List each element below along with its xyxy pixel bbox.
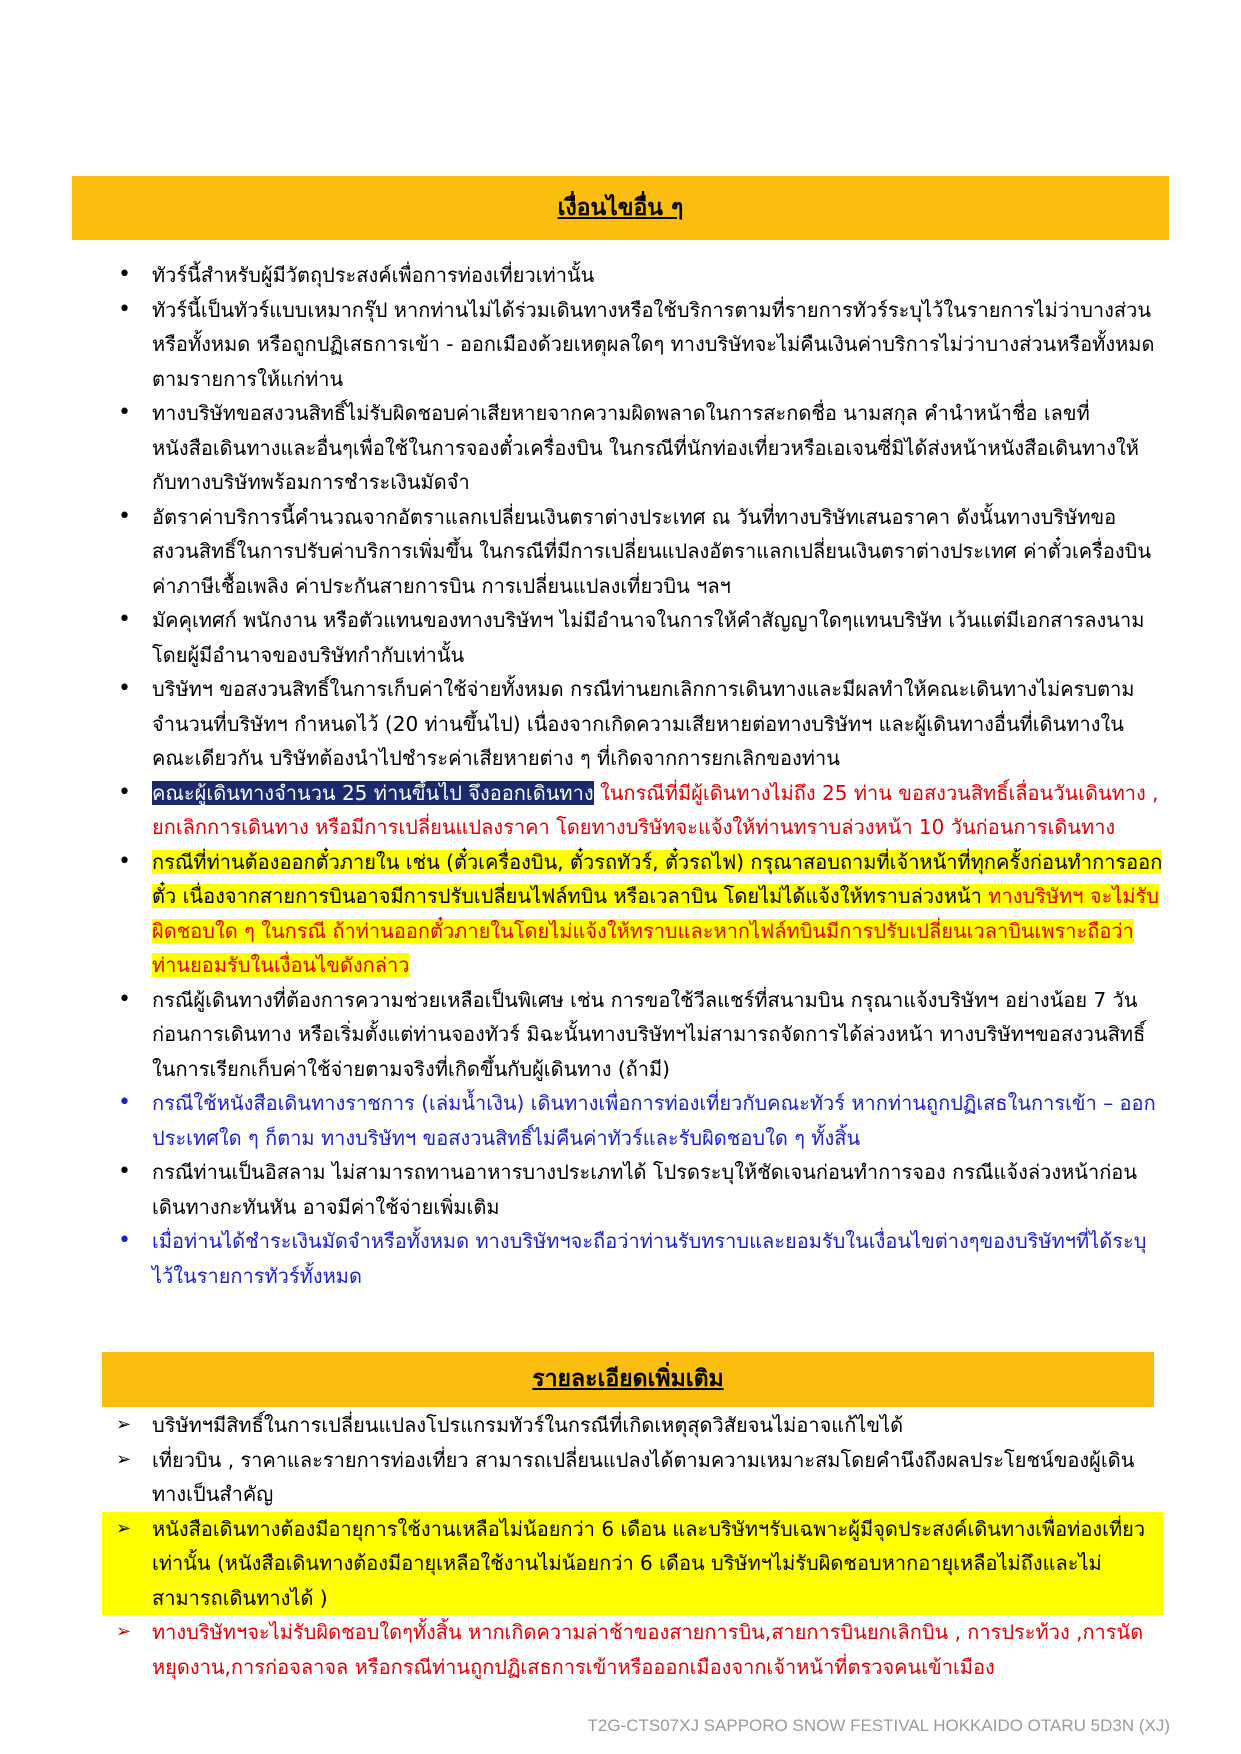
- list-item-text: บริษัทฯ ขอสงวนสิทธิ์ในการเก็บค่าใช้จ่ายทั้งหมด กรณีท่านยกเลิกการเดินทางและมีผลทำให้คณะเดินทางไม่ครบตามจำนวนที่บริษัทฯ กำหนดไว้ (20 ท่านขึ้นไป) เนื่องจากเกิดความเสียหายต่อทางบริษัทฯ และผู้เดินทางอื่นที่เดินทางในคณะเดียวกัน บริษัทต้องนำไปชำระค่าเสียหายต่าง ๆ ที่เกิดจากการยกเลิกของท่าน: [152, 677, 1135, 770]
- section-title-other-conditions: เงื่อนไขอื่น ๆ: [72, 176, 1169, 240]
- bullet-icon: •: [118, 262, 131, 287]
- list-item: [102, 1512, 1163, 1616]
- bullet-icon: •: [118, 848, 131, 874]
- list-item-text: เมื่อท่านได้ชำระเงินมัดจำหรือทั้งหมด ทางบริษัทฯจะถือว่าท่านรับทราบและยอมรับในเงื่อนไขต่างๆของบริษัทฯที่ได้ระบุไว้ในรายการทัวร์ทั้งหมด: [152, 1229, 1147, 1288]
- list-item-text: มัคคุเทศก์ พนักงาน หรือตัวแทนของทางบริษัทฯ ไม่มีอำนาจในการให้คำสัญญาใดๆแทนบริษัท เว้นแต่มีเอกสารลงนามโดยผู้มีอำนาจของบริษัทกำกับเท่านั้น: [152, 608, 1145, 667]
- details-list: [0, 1408, 1241, 1684]
- list-item: [0, 1086, 1163, 1155]
- list-item: [0, 603, 1163, 672]
- list-item: [0, 1443, 1163, 1512]
- list-item-text: กรณีท่านเป็นอิสลาม ไม่สามารถทานอาหารบางประเภทได้ โปรดระบุให้ชัดเจนก่อนทำการจอง กรณีแจ้งล่วงหน้าก่อนเดินทางกะทันหัน อาจมีค่าใช้จ่ายเพิ่มเติม: [152, 1160, 1137, 1219]
- list-item: [0, 1408, 1163, 1443]
- list-item: [0, 776, 1163, 845]
- footer-tour-code: T2G-CTS07XJ SAPPORO SNOW FESTIVAL HOKKAIDO OTARU 5D3N (XJ): [587, 1716, 1170, 1735]
- list-item: [0, 1615, 1163, 1684]
- bullet-icon: •: [118, 779, 131, 805]
- bullet-icon: •: [118, 1228, 131, 1253]
- bullet-icon: •: [118, 986, 131, 1012]
- bullet-icon: •: [118, 607, 131, 632]
- bullet-icon: •: [118, 503, 131, 529]
- list-item-text: อัตราค่าบริการนี้คำนวณจากอัตราแลกเปลี่ยนเงินตราต่างประเทศ ณ วันที่ทางบริษัทเสนอราคา ดังนั้นทางบริษัทขอสงวนสิทธิ์ในการปรับค่าบริการเพิ่มขึ้น ในกรณีที่มีการเปลี่ยนแปลงอัตราแลกเปลี่ยนเงินตราต่างประเทศ ค่าตั๋วเครื่องบิน ค่าภาษีเชื้อเพลิง ค่าประกันสายการบิน การเปลี่ยนแปลงเที่ยวบิน ฯลฯ: [152, 504, 1152, 598]
- bullet-icon: •: [118, 1159, 131, 1184]
- arrow-bullet-icon: ➢: [116, 1517, 132, 1539]
- list-item: [0, 396, 1163, 500]
- list-item: [0, 1224, 1163, 1293]
- list-item-text: ทางบริษัทขอสงวนสิทธิ์ไม่รับผิดชอบค่าเสียหายจากความผิดพลาดในการสะกดชื่อ นามสกุล คำนำหน้าชื่อ เลขที่หนังสือเดินทางและอื่นๆเพื่อใช้ในการจองตั๋วเครื่องบิน ในกรณีที่นักท่องเที่ยวหรือเอเจนซี่มิได้ส่งหน้าหนังสือเดินทางให้กับทางบริษัทพร้อมการชำระเงินมัดจำ: [152, 401, 1139, 494]
- bullet-icon: •: [118, 676, 131, 701]
- bullet-icon: •: [118, 296, 131, 322]
- list-item: [0, 293, 1163, 397]
- list-item-text: เที่ยวบิน , ราคาและรายการท่องเที่ยว สามารถเปลี่ยนแปลงได้ตามความเหมาะสมโดยคำนึงถึงผลประโยชน์ของผู้เดินทางเป็นสำคัญ: [152, 1447, 1135, 1506]
- list-item-text: กรณีผู้เดินทางที่ต้องการความช่วยเหลือเป็นพิเศษ เช่น การขอใช้วีลแชร์ที่สนามบิน กรุณาแจ้งบริษัทฯ อย่างน้อย 7 วันก่อนการเดินทาง หรือเริ่มตั้งแต่ท่านจองทัวร์ มิฉะนั้นทางบริษัทฯไม่สามารถจัดการได้ล่วงหน้า ทางบริษัทฯขอสงวนสิทธิ์ในการเรียกเก็บค่าใช้จ่ายตามจริงที่เกิดขึ้นกับผู้เดินทาง (ถ้ามี): [152, 987, 1146, 1081]
- list-item-text: หนังสือเดินทางต้องมีอายุการใช้งานเหลือไม่น้อยกว่า 6 เดือน และบริษัทฯรับเฉพาะผู้มีจุดประสงค์เดินทางเพื่อท่องเที่ยวเท่านั้น (หนังสือเดินทางต้องมีอายุเหลือใช้งานไม่น้อยกว่า 6 เดือน บริษัทฯไม่รับผิดชอบหากอายุเหลือไม่ถึงและไม่สามารถเดินทางได้ ): [152, 1516, 1146, 1610]
- highlighted-min-group-text: คณะผู้เดินทางจำนวน 25 ท่านขึ้นไป จึงออกเดินทาง: [152, 780, 594, 805]
- arrow-bullet-icon: ➢: [116, 1414, 132, 1435]
- list-item: [0, 500, 1163, 604]
- list-item-text: ทัวร์นี้เป็นทัวร์แบบเหมากรุ๊ป หากท่านไม่ได้ร่วมเดินทางหรือใช้บริการตามที่รายการทัวร์ระบุไว้ในรายการไม่ว่าบางส่วนหรือทั้งหมด หรือถูกปฏิเสธการเข้า - ออกเมืองด้วยเหตุผลใดๆ ทางบริษัทจะไม่คืนเงินค่าบริการไม่ว่าบางส่วนหรือทั้งหมดตามรายการให้แก่ท่าน: [152, 297, 1155, 391]
- list-item-text: บริษัทฯมีสิทธิ์ในการเปลี่ยนแปลงโปรแกรมทัวร์ในกรณีที่เกิดเหตุสุดวิสัยจนไม่อาจแก้ไขได้: [152, 1413, 904, 1437]
- list-item: [0, 983, 1163, 1087]
- list-item: [0, 1155, 1163, 1224]
- list-item-text: กรณีที่ท่านต้องออกตั๋วภายใน เช่น (ตั๋วเครื่องบิน, ตั๋วรถทัวร์, ตั๋วรถไฟ) กรุณาสอบถามที่เจ้าหน้าที่ทุกครั้งก่อนทำการออกตั๋ว เนื่องจากสายการบินอาจมีการปรับเปลี่ยนไฟล์ทบิน หรือเวลาบิน โดยไม่ได้แจ้งให้ทราบล่วงหน้า: [152, 849, 1163, 908]
- list-item-warning-text: ทางบริษัทฯ จะไม่รับผิดชอบใด ๆ ในกรณี ถ้าท่านออกตั๋วภายในโดยไม่แจ้งให้ทราบและหากไฟล์ทบินมีการปรับเปลี่ยนเวลาบินเพราะถือว่าท่านยอมรับในเงื่อนไขดังกล่าว: [152, 884, 1159, 977]
- list-item-text: ในกรณีที่มีผู้เดินทางไม่ถึง 25 ท่าน ขอสงวนสิทธิ์เลื่อนวันเดินทาง , ยกเลิกการเดินทาง หรือมีการเปลี่ยนแปลงราคา โดยทางบริษัทจะแจ้งให้ท่านทราบล่วงหน้า 10 วันก่อนการเดินทาง: [152, 780, 1159, 839]
- conditions-list: [0, 258, 1241, 1293]
- bullet-icon: •: [118, 1090, 131, 1115]
- list-item: [0, 672, 1163, 776]
- section-title-additional-details: รายละเอียดเพิ่มเติม: [102, 1352, 1154, 1407]
- arrow-bullet-icon: ➢: [116, 1448, 132, 1470]
- list-item-text: กรณีใช้หนังสือเดินทางราชการ (เล่มน้ำเงิน) เดินทางเพื่อการท่องเที่ยวกับคณะทัวร์ หากท่านถูกปฏิเสธในการเข้า – ออกประเทศใด ๆ ก็ตาม ทางบริษัทฯ ขอสงวนสิทธิ์ไม่คืนค่าทัวร์และรับผิดชอบใด ๆ ทั้งสิ้น: [152, 1091, 1156, 1150]
- bullet-icon: •: [118, 400, 131, 425]
- arrow-bullet-icon: ➢: [116, 1621, 132, 1642]
- highlighted-text: [152, 850, 1162, 978]
- list-item-text: ทางบริษัทฯจะไม่รับผิดชอบใดๆทั้งสิ้น หากเกิดความล่าช้าของสายการบิน,สายการบินยกเลิกบิน , การประท้วง ,การนัดหยุดงาน,การก่อจลาจล หรือกรณีท่านถูกปฏิเสธการเข้าหรือออกเมืองจากเจ้าหน้าที่ตรวจคนเข้าเมือง: [152, 1620, 1144, 1679]
- list-item: [0, 258, 1163, 293]
- list-item: [0, 845, 1163, 983]
- list-item-text: ทัวร์นี้สำหรับผู้มีวัตถุประสงค์เพื่อการท่องเที่ยวเท่านั้น: [152, 263, 595, 287]
